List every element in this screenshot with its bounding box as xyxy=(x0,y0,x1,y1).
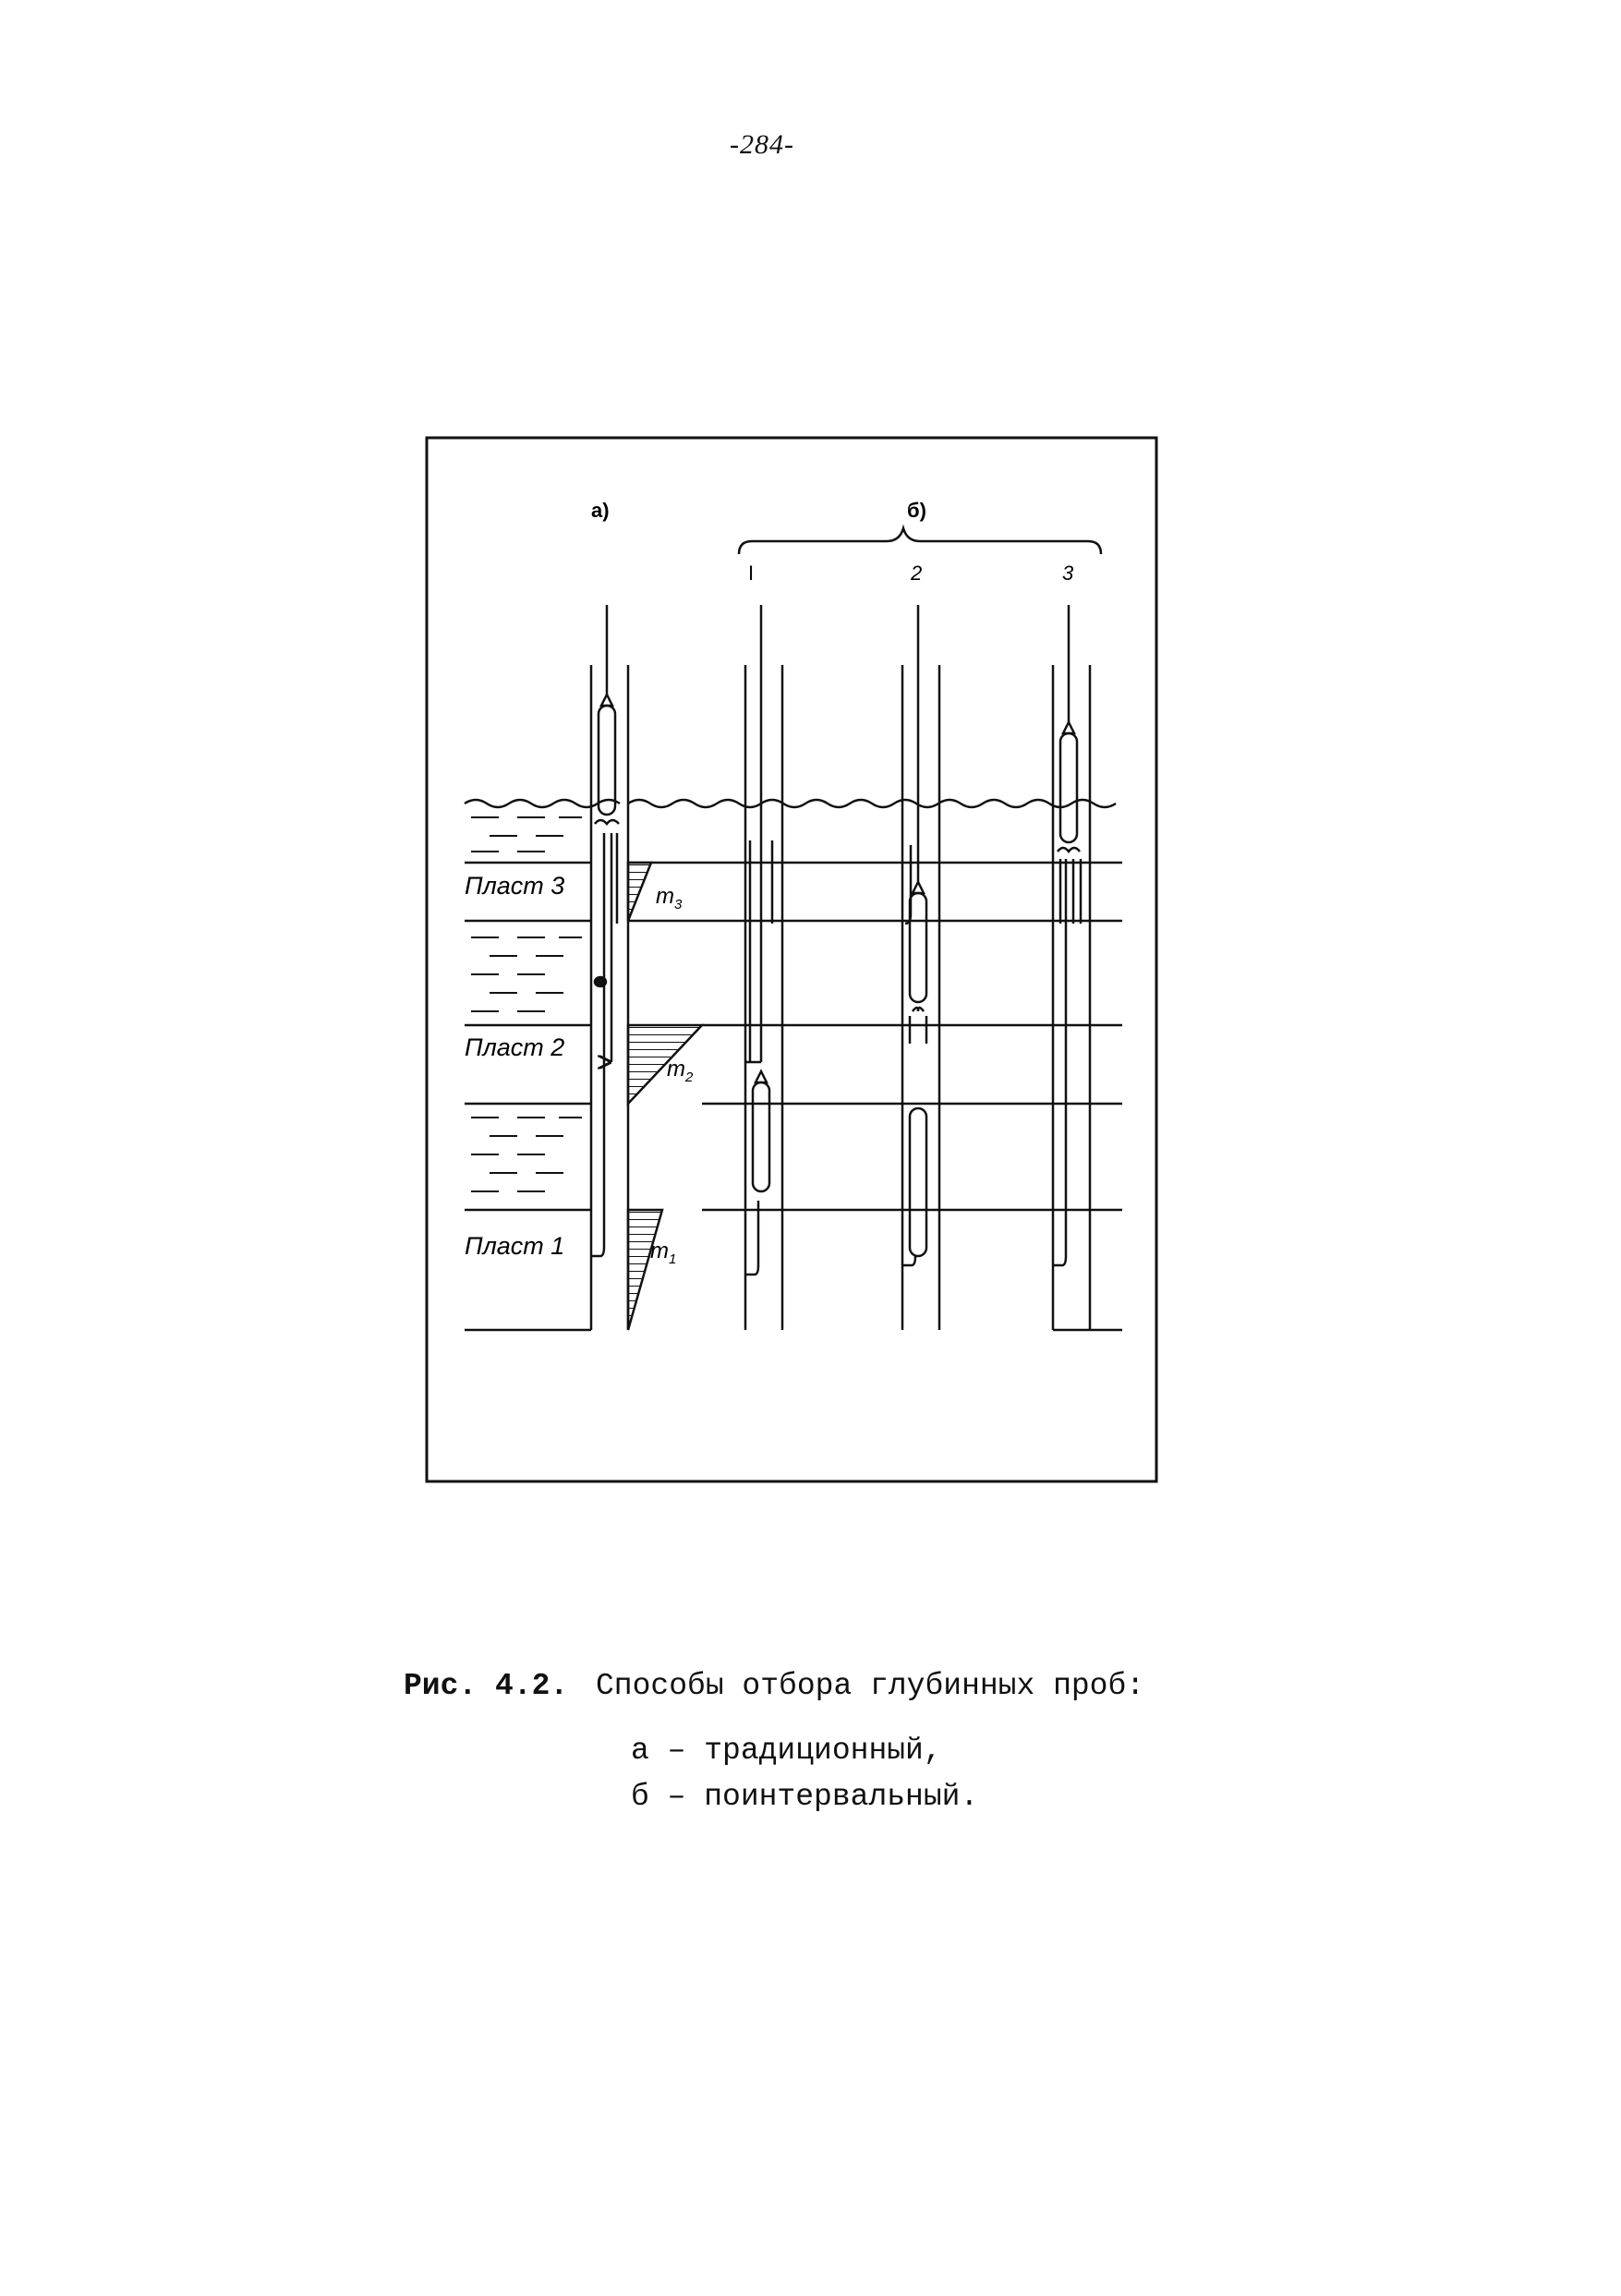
page-number: -284- xyxy=(730,129,794,160)
label-a: а) xyxy=(591,499,610,522)
m-label-3 xyxy=(656,884,683,912)
m-label-1 xyxy=(650,1239,676,1267)
brace-b xyxy=(739,528,1101,554)
svg-text:m2: $m_2$ xyxy=(667,1057,694,1085)
sub-label-1: I xyxy=(748,562,755,585)
layer-label-3: Пласт 3 xyxy=(465,872,565,900)
well-b1 xyxy=(745,605,782,1330)
caption-item-a: а – традиционный, xyxy=(631,1734,942,1768)
caption-label: Рис. 4.2. xyxy=(404,1669,569,1703)
caption-title: Способы отбора глубинных проб: xyxy=(596,1669,1145,1703)
layer-label-1: Пласт 1 xyxy=(465,1232,565,1260)
label-b: б) xyxy=(907,499,926,522)
m-label-2 xyxy=(667,1057,694,1085)
svg-text:m1: $m_1$ xyxy=(650,1239,677,1267)
well-b3 xyxy=(1053,605,1090,1330)
strata-lines xyxy=(465,863,1122,1330)
figure-frame xyxy=(427,438,1156,1481)
layer-label-2: Пласт 2 xyxy=(465,1033,565,1061)
fluid-level xyxy=(465,800,1116,807)
well-a xyxy=(591,605,628,1330)
svg-text:m3: $m_3$ xyxy=(656,884,683,912)
caption-item-b: б – поинтервальный. xyxy=(631,1780,979,1814)
sub-label-2: 2 xyxy=(911,562,923,585)
sub-label-3: 3 xyxy=(1062,562,1074,585)
well-b2 xyxy=(902,605,939,1330)
